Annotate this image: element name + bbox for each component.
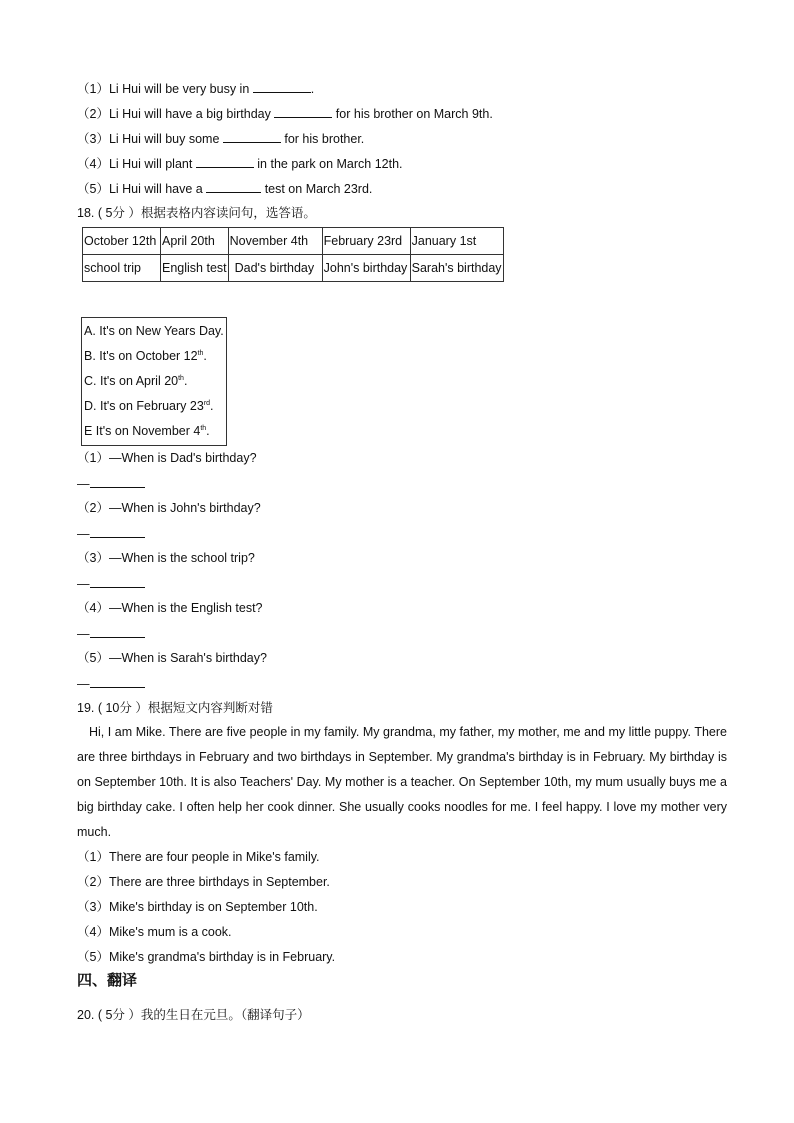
q19-statement-5: （5）Mike's grandma's birthday is in February.: [77, 950, 336, 964]
q18-question-3: （3）—When is the school trip?: [77, 551, 255, 565]
table-cell: John's birthday: [322, 255, 410, 282]
answer-blank[interactable]: [223, 130, 281, 143]
option-d: D. It's on February 23rd.: [84, 399, 214, 413]
q19-statement-3: （3）Mike's birthday is on September 10th.: [77, 900, 318, 914]
table-cell: November 4th: [228, 228, 322, 255]
answer-options-box: [81, 317, 227, 446]
q18-question-1: （1）—When is Dad's birthday?: [77, 451, 257, 465]
table-row: [83, 255, 504, 282]
section-heading: 四、翻译: [77, 972, 138, 989]
q19-statement-1: （1）There are four people in Mike's family.: [77, 850, 320, 864]
table-cell: January 1st: [410, 228, 503, 255]
table-row: [83, 228, 504, 255]
q17-item-3: （3）Li Hui will buy some for his brother.: [77, 132, 365, 146]
option-e: E It's on November 4th.: [84, 424, 210, 438]
answer-blank[interactable]: [90, 675, 145, 688]
q18-heading: 18. ( 5分 ）根据表格内容读问句，选答语。: [77, 206, 316, 220]
q18-question-4: （4）—When is the English test?: [77, 601, 263, 615]
table-cell: Dad's birthday: [228, 255, 322, 282]
answer-line: —: [77, 475, 145, 492]
table-cell: English test: [161, 255, 229, 282]
q17-item-2: （2）Li Hui will have a big birthday for his brother on March 9th.: [77, 107, 493, 121]
q19-statement-2: （2）There are three birthdays in September.: [77, 875, 330, 889]
q19-heading: 19. ( 10分 ）根据短文内容判断对错: [77, 701, 273, 715]
option-a: A. It's on New Years Day.: [84, 324, 224, 338]
q19-statement-4: （4）Mike's mum is a cook.: [77, 925, 232, 939]
answer-blank[interactable]: [90, 625, 145, 638]
q20-prompt: 20. ( 5分 ）我的生日在元旦。（翻译句子）: [77, 1008, 310, 1022]
q18-question-5: （5）—When is Sarah's birthday?: [77, 651, 267, 665]
table-cell: April 20th: [161, 228, 229, 255]
answer-blank[interactable]: [206, 180, 261, 193]
answer-blank[interactable]: [90, 475, 145, 488]
q17-item-5: （5）Li Hui will have a test on March 23rd.: [77, 182, 373, 196]
answer-blank[interactable]: [253, 80, 311, 93]
answer-blank[interactable]: [90, 525, 145, 538]
answer-blank[interactable]: [90, 575, 145, 588]
table-cell: school trip: [83, 255, 161, 282]
q19-passage: Hi, I am Mike. There are five people in my family. My grandma, my father, my mother, me and my little puppy. There are three birthdays in February and two birthdays in September. My grandma's birthday is in February. My birthday is on September 10th. It is also Teachers' Day. My mother is a teacher. On September 10th, my mum usually buys me a big birthday cake. I often help her cook dinner. She usually cooks noodles for me. I feel happy. I love my mother very much.: [77, 725, 727, 839]
answer-blank[interactable]: [274, 105, 332, 118]
q18-question-2: （2）—When is John's birthday?: [77, 501, 261, 515]
answer-line: —: [77, 625, 145, 642]
answer-line: —: [77, 675, 145, 692]
table-cell: February 23rd: [322, 228, 410, 255]
answer-blank[interactable]: [196, 155, 254, 168]
table-cell: Sarah's birthday: [410, 255, 503, 282]
option-b: B. It's on October 12th.: [84, 349, 207, 363]
option-c: C. It's on April 20th.: [84, 374, 188, 388]
q17-item-1: （1）Li Hui will be very busy in .: [77, 82, 315, 96]
table-cell: October 12th: [83, 228, 161, 255]
answer-line: —: [77, 525, 145, 542]
q17-item-4: （4）Li Hui will plant in the park on March 12th.: [77, 157, 403, 171]
event-date-table: [82, 227, 504, 282]
answer-line: —: [77, 575, 145, 592]
